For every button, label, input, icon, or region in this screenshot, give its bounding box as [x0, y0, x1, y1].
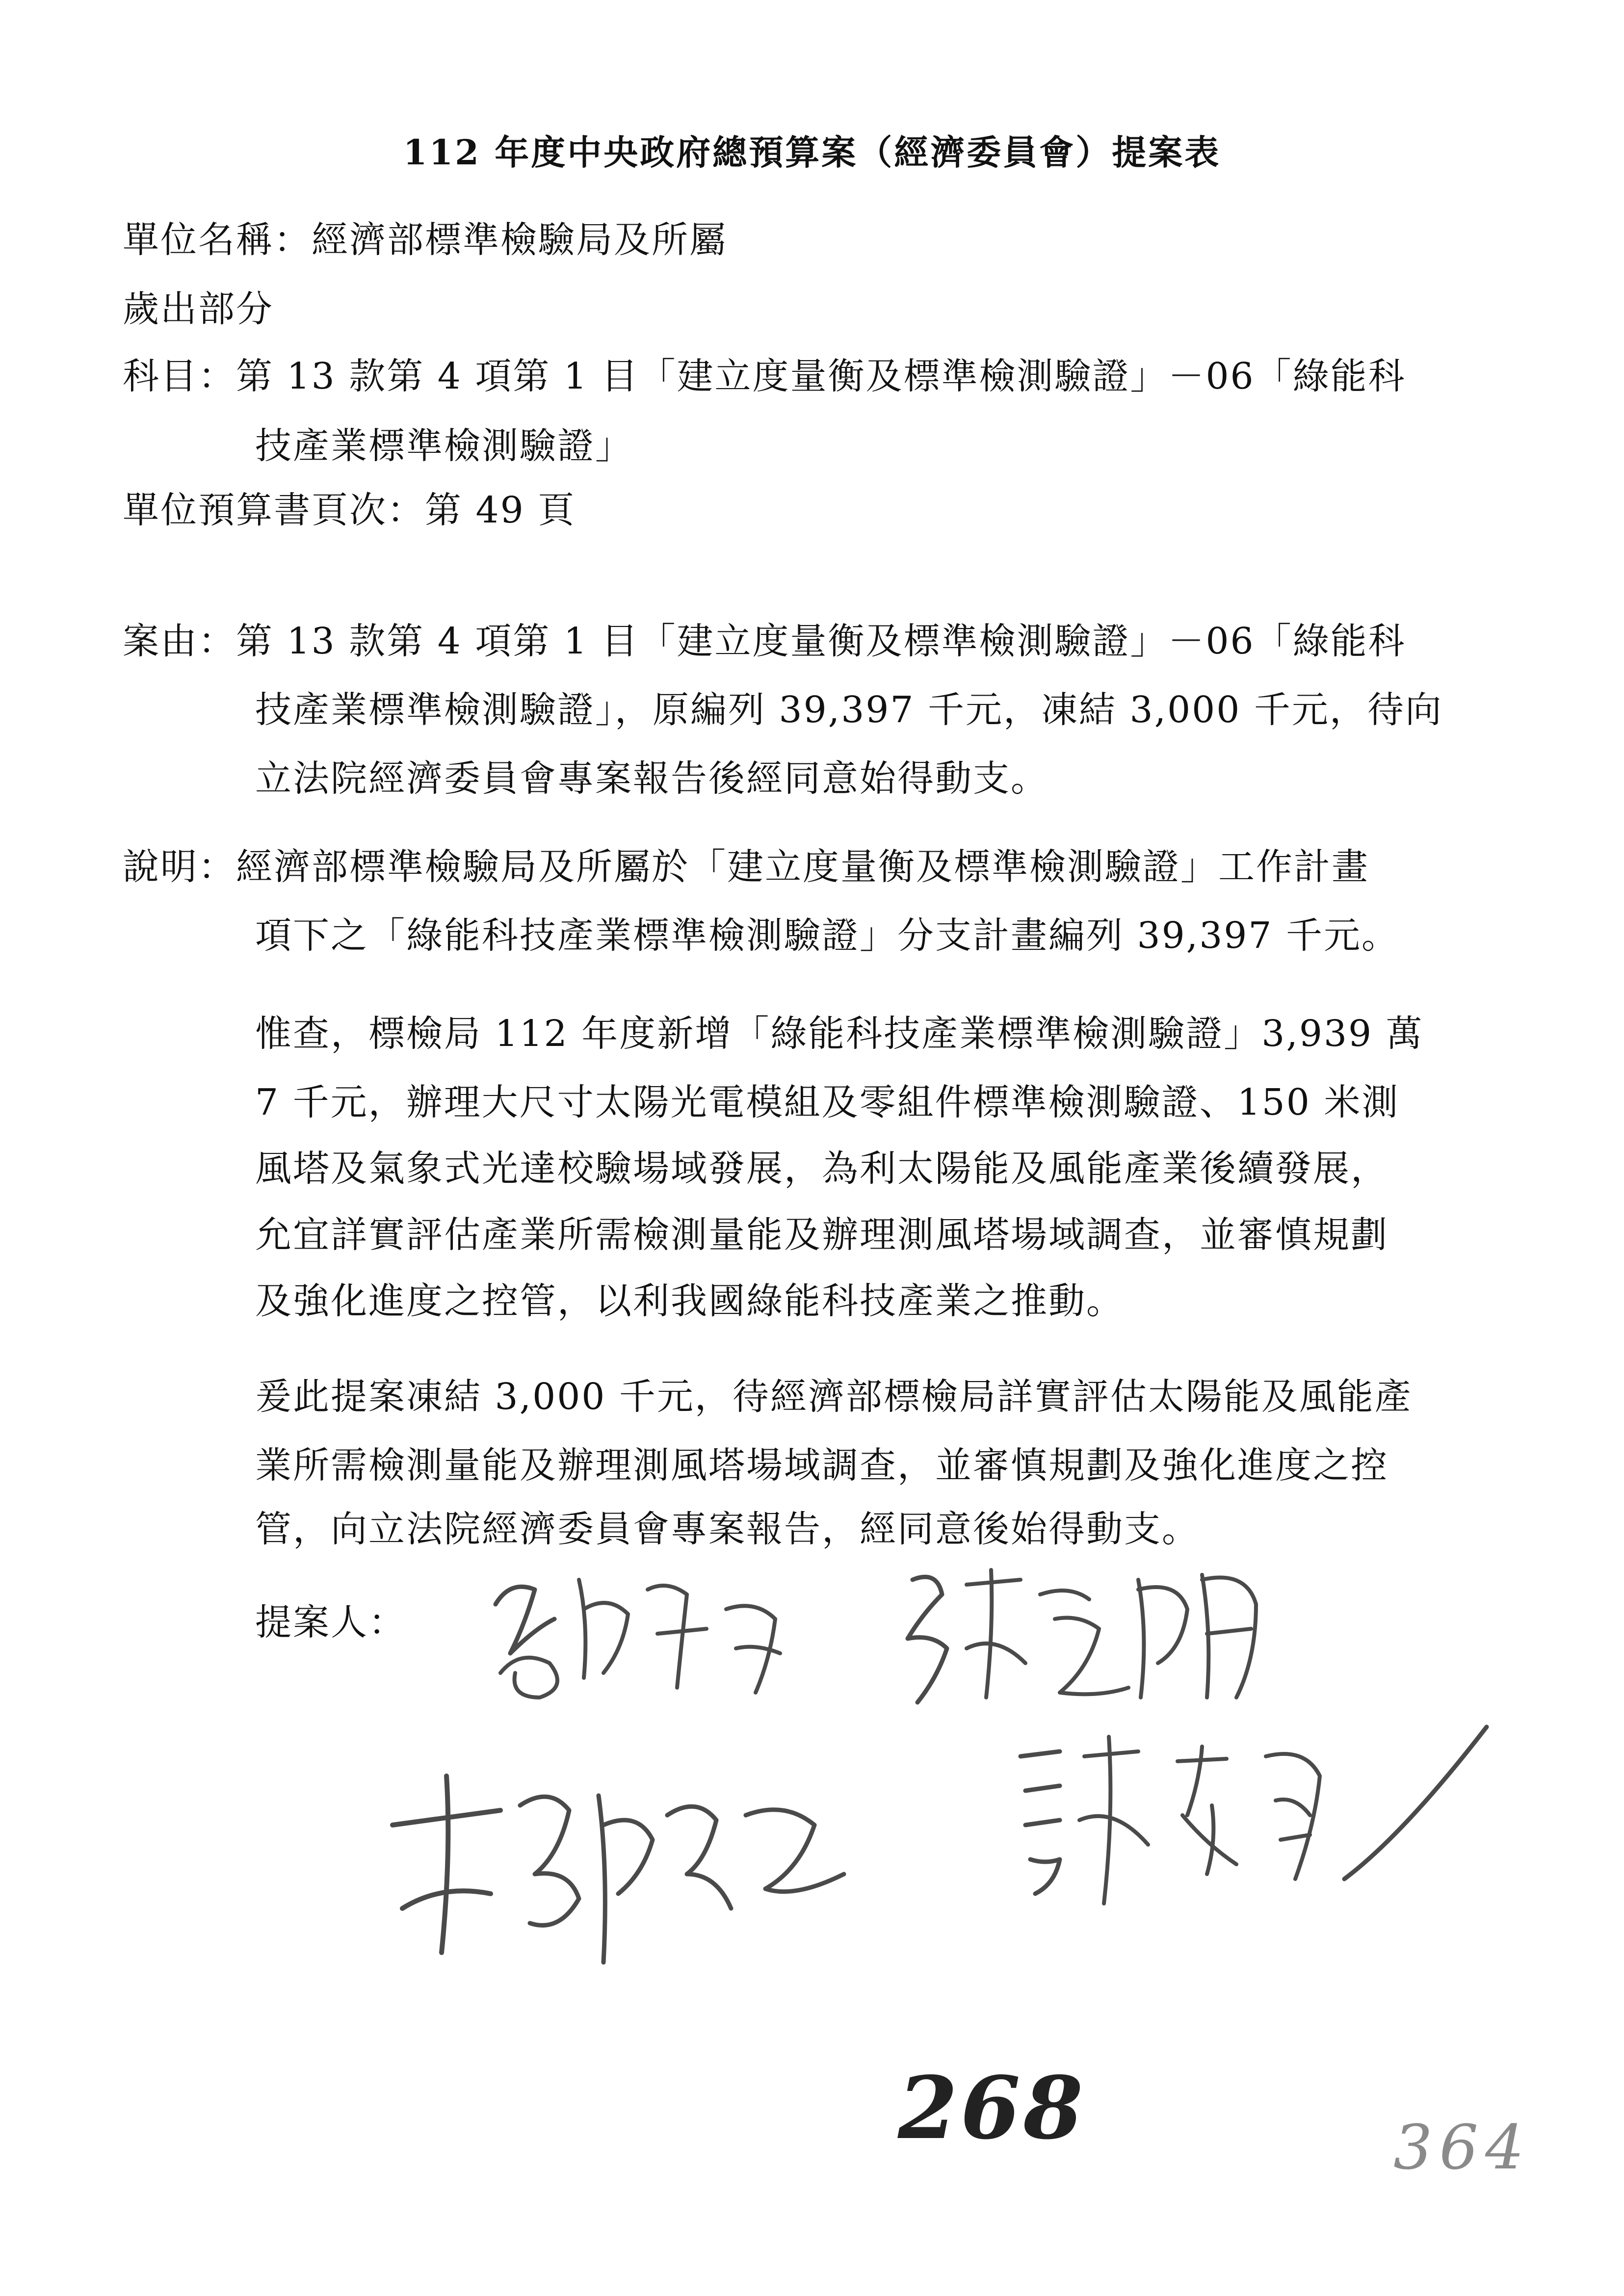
para2-line-4: 允宜詳實評估產業所需檢測量能及辦理測風塔場域調查，並審慎規劃 — [255, 1214, 1388, 1256]
handwritten-page-number: 268 — [898, 2058, 1086, 2159]
signature-2 — [893, 1550, 1276, 1712]
para2-line-2: 7 千元，辦理大尺寸太陽光電模組及零組件標準檢測驗證、150 米測 — [255, 1081, 1400, 1123]
cause-line-3: 立法院經濟委員會專案報告後經同意始得動支。 — [255, 757, 1048, 800]
para2-line-5: 及強化進度之控管，以利我國綠能科技產業之推動。 — [255, 1280, 1124, 1322]
para3-line-2: 業所需檢測量能及辦理測風塔場域調查，並審慎規劃及強化進度之控 — [255, 1444, 1388, 1487]
para2-line-3: 風塔及氣象式光達校驗場域發展，為利太陽能及風能產業後續發展， — [255, 1148, 1388, 1190]
document-title: 112 年度中央政府總預算案（經濟委員會）提案表 — [403, 132, 1221, 173]
subject-line-1: 科目：第 13 款第 4 項第 1 目「建立度量衡及標準檢測驗證」－06「綠能科 — [123, 355, 1406, 397]
explanation-line-2: 項下之「綠能科技產業標準檢測驗證」分支計畫編列 39,397 千元。 — [255, 914, 1399, 957]
section-label: 歲出部分 — [123, 288, 274, 330]
explanation-line-1: 說明：經濟部標準檢驗局及所屬於「建立度量衡及標準檢測驗證」工作計畫 — [123, 846, 1369, 888]
cause-line-2: 技產業標準檢測驗證」，原編列 39,397 千元，凍結 3,000 千元，待向 — [255, 689, 1443, 731]
para3-line-3: 管，向立法院經濟委員會專案報告，經同意後始得動支。 — [255, 1508, 1200, 1550]
proposer-label: 提案人： — [255, 1601, 406, 1644]
subject-line-2: 技產業標準檢測驗證」 — [255, 425, 633, 467]
corner-page-number: 364 — [1393, 2112, 1531, 2183]
signature-3 — [373, 1747, 864, 1982]
unit-name: 單位名稱：經濟部標準檢驗局及所屬 — [123, 219, 727, 261]
signature-1 — [481, 1550, 824, 1707]
para2-line-1: 惟查，標檢局 112 年度新增「綠能科技產業標準檢測驗證」3,939 萬 — [255, 1013, 1424, 1055]
budget-page-ref: 單位預算書頁次：第 49 頁 — [123, 489, 576, 531]
signature-4 — [1001, 1717, 1492, 1923]
cause-line-1: 案由：第 13 款第 4 項第 1 目「建立度量衡及標準檢測驗證」－06「綠能科 — [123, 620, 1406, 662]
para3-line-1: 爰此提案凍結 3,000 千元，待經濟部標檢局詳實評估太陽能及風能產 — [255, 1376, 1413, 1418]
